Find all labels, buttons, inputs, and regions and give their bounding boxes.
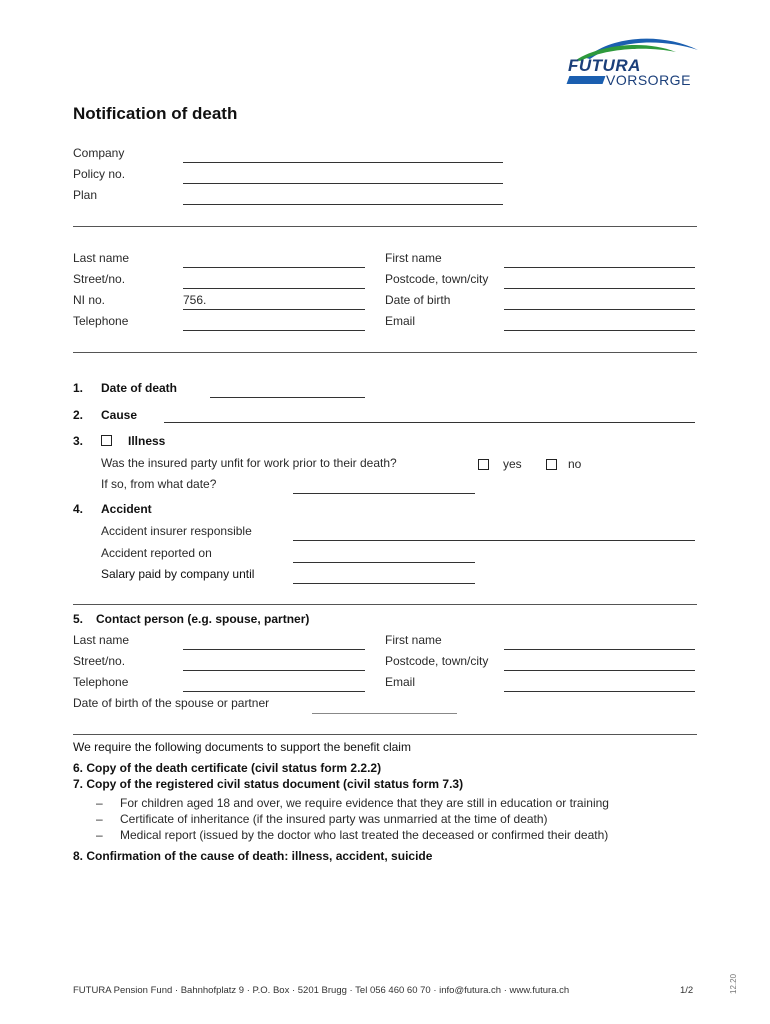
cause-field[interactable] [164,406,695,423]
contact-last-name-field[interactable] [183,633,365,650]
bullet-dash: – [96,812,103,826]
postcode-label: Postcode, town/city [385,272,489,286]
street-label: Street/no. [73,272,126,286]
ni-no-field[interactable] [183,293,365,310]
date-of-death-label: Date of death [101,381,178,395]
document-item-7: 7. Copy of the registered civil status document (civil status form 7.3) [73,777,464,791]
bullet-dash: – [96,828,103,842]
telephone-field[interactable] [183,314,365,331]
contact-telephone-label: Telephone [73,675,129,689]
first-name-field[interactable] [504,251,695,268]
email-field[interactable] [504,314,695,331]
divider [73,226,697,227]
company-field[interactable] [183,146,503,163]
contact-email-field[interactable] [504,675,695,692]
email-label: Email [385,314,416,328]
contact-postcode-label: Postcode, town/city [385,654,489,668]
plan-label: Plan [73,188,98,202]
telephone-label: Telephone [73,314,129,328]
plan-field[interactable] [183,188,503,205]
contact-last-name-label: Last name [73,633,130,647]
policy-no-field[interactable] [183,167,503,184]
dob-label: Date of birth [385,293,451,307]
postcode-field[interactable] [504,272,695,289]
accident-reported-field[interactable] [293,546,475,563]
page-title: Notification of death [73,104,238,123]
illness-label: Illness [128,434,166,448]
cause-label: Cause [101,408,138,422]
first-name-label: First name [385,251,442,265]
unfit-no-label: no [568,457,582,471]
unfit-yes-label: yes [503,457,522,471]
document-bullet: Medical report (issued by the doctor who last treated the deceased or confirmed their death) [120,828,609,842]
document-bullet: Certificate of inheritance (if the insured party was unmarried at the time of death) [120,812,548,826]
document-bullet: For children aged 18 and over, we require evidence that they are still in education or training [120,796,609,810]
policy-no-label: Policy no. [73,167,126,181]
document-item-8: 8. Confirmation of the cause of death: illness, accident, suicide [73,849,433,863]
page-number: 1/2 [680,985,694,996]
contact-postcode-field[interactable] [504,654,695,671]
accident-insurer-label: Accident insurer responsible [101,524,252,538]
last-name-field[interactable] [183,251,365,268]
section-5-number: 5. [73,612,84,626]
logo-vorsorge: VORSORGE [606,72,691,88]
bullet-dash: – [96,796,103,810]
spouse-dob-label: Date of birth of the spouse or partner [73,696,270,710]
divider [73,352,697,353]
unfit-question: Was the insured party unfit for work prior to their death? [101,456,397,470]
logo-bar [567,76,606,84]
contact-telephone-field[interactable] [183,675,365,692]
contact-first-name-label: First name [385,633,442,647]
street-field[interactable] [183,272,365,289]
contact-street-label: Street/no. [73,654,126,668]
section-1-number: 1. [73,381,84,395]
unfit-yes-checkbox[interactable] [478,459,489,470]
contact-person-label: Contact person (e.g. spouse, partner) [96,612,310,626]
contact-first-name-field[interactable] [504,633,695,650]
section-4-number: 4. [73,502,84,516]
form-version: 12.20 [729,973,738,994]
contact-email-label: Email [385,675,416,689]
salary-paid-label: Salary paid by company until [101,567,255,581]
section-3-number: 3. [73,434,84,448]
unfit-since-field[interactable] [293,477,475,494]
accident-label: Accident [101,502,152,516]
logo-futura: FUTURA [568,56,641,75]
spouse-dob-field[interactable] [312,697,457,714]
document-item-6: 6. Copy of the death certificate (civil status form 2.2.2) [73,761,382,775]
divider [73,734,697,735]
salary-paid-field[interactable] [293,567,475,584]
contact-street-field[interactable] [183,654,365,671]
dob-field[interactable] [504,293,695,310]
company-label: Company [73,146,125,160]
unfit-no-checkbox[interactable] [546,459,557,470]
date-of-death-field[interactable] [210,381,365,398]
section-2-number: 2. [73,408,84,422]
illness-checkbox[interactable] [101,435,112,446]
ni-no-label: NI no. [73,293,106,307]
accident-reported-label: Accident reported on [101,546,212,560]
logo [566,32,700,88]
unfit-since-label: If so, from what date? [101,477,217,491]
footer-address: FUTURA Pension Fund · Bahnhofplatz 9 · P.O. Box · 5201 Brugg · Tel 056 460 60 70 · info@futura.ch · www.futura.ch [73,985,570,996]
ni-no-prefix: 756. [183,293,207,307]
accident-insurer-field[interactable] [293,524,695,541]
last-name-label: Last name [73,251,130,265]
documents-intro: We require the following documents to support the benefit claim [73,740,411,754]
divider [73,604,697,605]
